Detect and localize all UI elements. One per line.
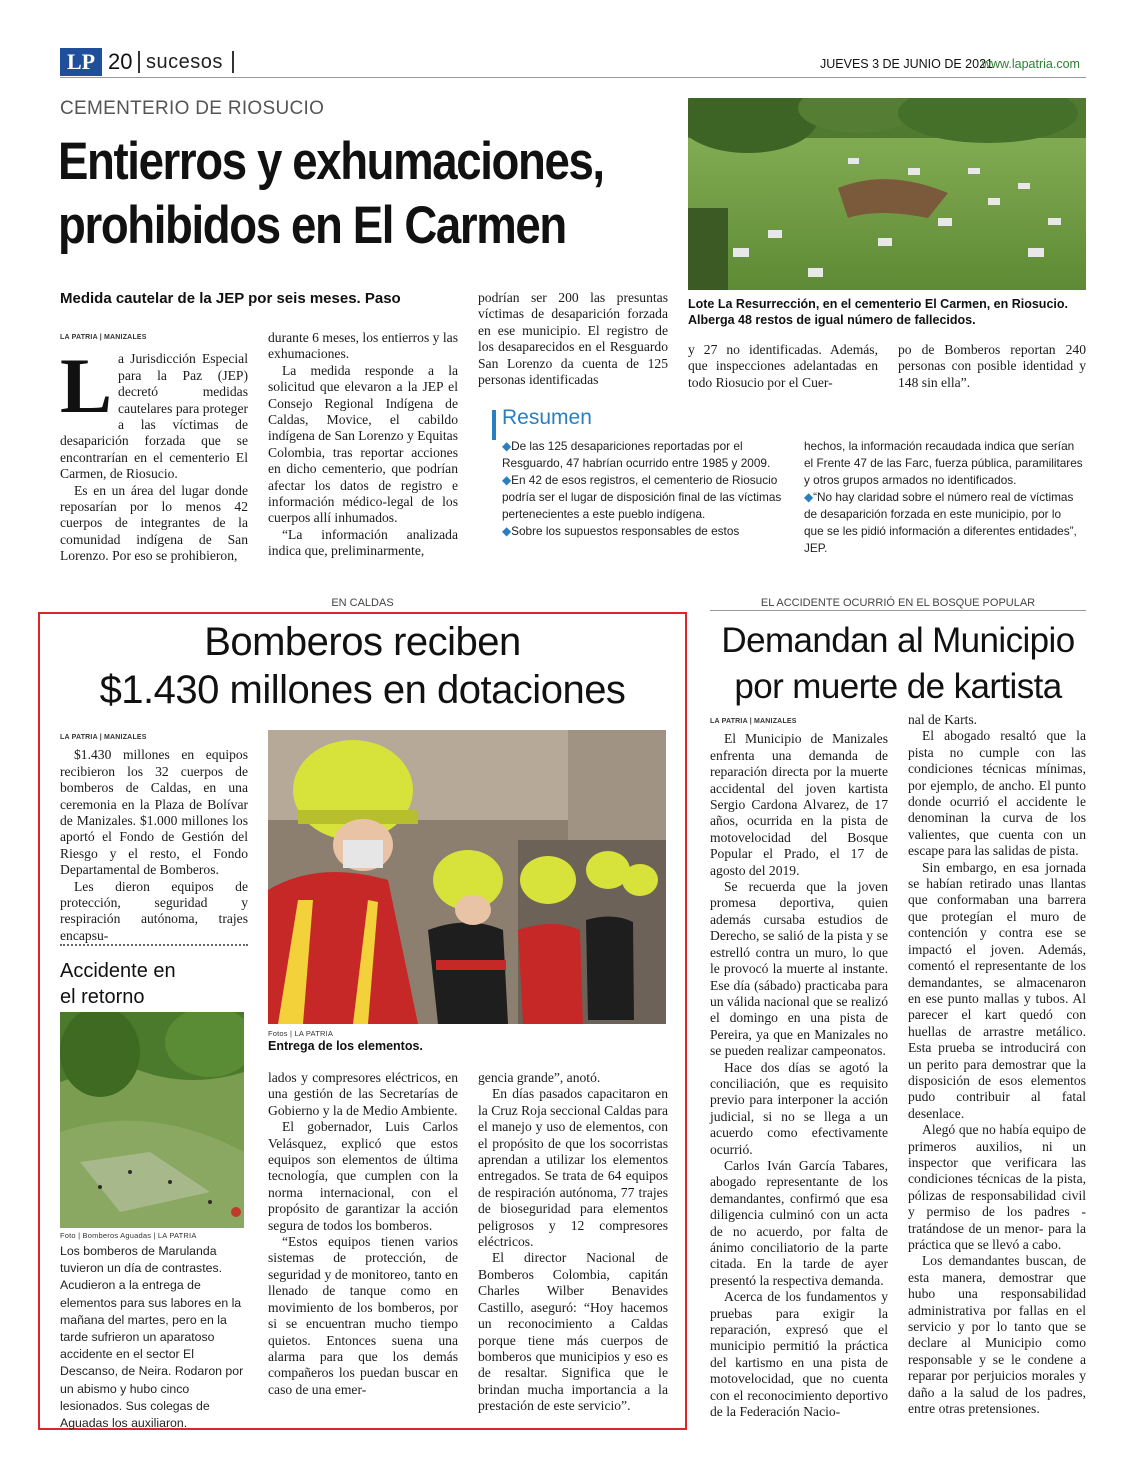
story2-column-b — [478, 1070, 668, 1415]
resumen-accent-bar — [492, 410, 496, 440]
story3-top-rule — [710, 610, 1086, 611]
story3-paragraph: Alegó que no había equipo de primeros auxilios, ni un inspector que verificara las condiciones técnicas de la pista, pólizas de responsabilidad civil y permiso de los padres -tratándose de un menor- para la práctica que se llevó a cabo. — [908, 1122, 1086, 1252]
resumen-title: Resumen — [502, 406, 592, 429]
story2-paragraph: El director Nacional de Bomberos Colombia, capitán Charles Wilber Benavides Castillo, aseguró: “Hoy hacemos un reconocimiento a Caldas porque tiene más cuerpos de bomberos que municipios y eso es de resaltar. Significa que le brindan mucha importancia a la prestación de este servicio”. — [478, 1250, 668, 1414]
story1-paragraph: y 27 no identificadas. Además, que inspecciones adelantadas en todo Riosucio por el Cuer- — [688, 342, 878, 390]
cemetery-photo — [688, 98, 1086, 290]
story3-headline-line2: por muerte de kartista — [734, 667, 1062, 706]
sidebar-title-line1: Accidente en — [60, 960, 176, 982]
story2-headline-line1: Bomberos reciben — [204, 620, 521, 664]
firefighters-photo-caption: Entrega de los elementos. — [268, 1039, 423, 1053]
story2-column-a — [268, 1070, 458, 1398]
story2-paragraph: $1.430 millones en equipos recibieron los 32 cuerpos de bomberos de Caldas, en una ceremonia en la Plaza de Bolívar de Manizales. $1.000 millones los aportó el Fondo de Gestión del Riesgo y el resto, el Fondo Departamental de Bomberos. — [60, 747, 248, 878]
story1-dateline: LA PATRIA | MANIZALES — [60, 334, 147, 341]
separator — [138, 51, 140, 73]
story3-paragraph: El Municipio de Manizales enfrenta una demanda de reparación directa por la muerte accidental del joven kartista Sergio Cardona Alvarez, de 17 años, ocurrida en la pista de motovelocidad del Bosque Popular el Prado, el 17 de agosto del 2019. — [710, 731, 888, 878]
story1-column-3 — [478, 290, 668, 388]
story1-paragraph: podrían ser 200 las presuntas víctimas de desaparición forzada en ese municipio. El registro de los desaparecidos en el Resguardo San Lorenzo da cuenta de 125 personas identificadas — [478, 290, 668, 388]
story1-paragraph: po de Bomberos reportan 240 personas con posible identidad y 148 sin ella”. — [898, 342, 1086, 390]
edition-date: JUEVES 3 DE JUNIO DE 2021 — [820, 57, 993, 71]
resumen-bullet: ◆De las 125 desapariciones reportadas por el Resguardo, 47 habrían ocurrido entre 1985 y 2009. — [502, 439, 771, 470]
story1-headline — [58, 130, 608, 258]
sidebar-text: Los bomberos de Marulanda tuvieron un día de contrastes. Acudieron a la entrega de elementos para sus labores en la mañana del martes, pero en la tarde sufrieron un aparatoso accidente en el sector El Descanso, de Neira. Rodaron por un abismo y hubo cinco lesionados. Sus colegas de Aguadas los auxiliaron. — [60, 1244, 244, 1431]
sidebar-title-line2: el retorno — [60, 986, 145, 1008]
story1-column-4 — [688, 342, 878, 391]
resumen-bullet: ◆Sobre los supuestos responsables de estos — [502, 524, 740, 538]
resumen-continuation: hechos, la información recaudada indica que serían el Frente 47 de las Farc, fuerza pública, paramilitares y otros grupos armados no identificados. — [804, 439, 1083, 487]
story1-deck: Medida cautelar de la JEP por seis meses. Paso — [60, 290, 401, 307]
story3-paragraph: Acerca de los fundamentos y pruebas para exigir la reparación, expresó que el municipio permitió la práctica del kartismo en una pista de motovelocidad, que no cuenta con el reconocimiento deportivo de la Federación Nacio- — [710, 1289, 888, 1420]
accident-photo-credit: Foto | Bomberos Aguadas | LA PATRIA — [60, 1231, 197, 1240]
story1-paragraph: durante 6 meses, los entierros y las exhumaciones. — [268, 330, 458, 362]
section-name: sucesos — [146, 51, 223, 73]
firefighters-photo-credit: Fotos | LA PATRIA — [268, 1029, 334, 1038]
story2-paragraph: lados y compresores eléctricos, en una gestión de las Secretarías de Gobierno y la de Medio Ambiente. — [268, 1070, 458, 1118]
story2-paragraph: “Estos equipos tienen varios sistemas de protección, de seguridad y de monitoreo, tanto en llenado de tanque como en movimiento de los bomberos, por si se encuentran mucho tiempo quietos. Entonces suena una alarma para que los demás compañeros los puedan buscar en caso de una emer- — [268, 1234, 458, 1397]
resumen-box — [478, 402, 1086, 574]
resumen-right-column — [804, 438, 1084, 557]
website-link[interactable]: www.lapatria.com — [982, 57, 1080, 71]
story1-column-5 — [898, 342, 1086, 391]
story3-column-2 — [908, 712, 1086, 1417]
accident-photo — [60, 1012, 244, 1228]
story1-paragraph: “La información analizada indica que, preliminarmente, — [268, 526, 458, 559]
masthead — [60, 47, 1086, 77]
story1-column-1 — [60, 330, 248, 565]
story1-column-2 — [268, 330, 458, 560]
story2-headline-line2: $1.430 millones en dotaciones — [99, 668, 626, 712]
masthead-rule — [60, 77, 1086, 78]
brand-logo: LP — [60, 48, 102, 76]
story2-kicker: EN CALDAS — [331, 597, 394, 609]
story1-headline-line2: prohibidos en El Carmen — [58, 196, 566, 255]
firefighters-photo — [268, 730, 666, 1024]
story2-paragraph: En días pasados capacitaron en la Cruz Roja seccional Caldas para el manejo y uso de elementos, con el propósito de que los socorristas aprendan a utilizar los elementos entregados. Se trata de 64 equipos de respiración autónoma, 77 trajes de bioseguridad para elementos peligrosos y 12 compresores eléctricos. — [478, 1086, 668, 1250]
story1-paragraph: La medida responde a la solicitud que elevaron a la JEP el Consejo Regional Indígena de Caldas, Movice, el cabildo indígena de San Lorenzo y Equitas Colombia, tras reportar acciones en dicho cementerio, que podrían afectar los datos de registro e información médico-legal de los cuerpos allí inhumados. — [268, 362, 458, 526]
story3-kicker: EL ACCIDENTE OCURRIÓ EN EL BOSQUE POPULAR — [710, 597, 1086, 609]
story1-paragraph: Es en un área del lugar donde reposarían por lo menos 42 cuerpos de integrantes de la comunidad indígena de San Lorenzo. Por eso se prohibieron, — [60, 482, 248, 564]
story2-paragraph: Les dieron equipos de protección, seguridad y respiración autónoma, trajes encapsu- — [60, 878, 248, 943]
story2-dateline: LA PATRIA | MANIZALES — [60, 734, 147, 741]
page-number: 20 — [108, 49, 133, 74]
dropcap: L — [60, 342, 113, 430]
story1-headline-line1: Entierros y exhumaciones, — [58, 132, 604, 191]
story3-paragraph: Sin embargo, en esa jornada se habían retirado unas llantas que conformaban una barrera que protegían el muro de contención y contra ese se impactó el joven. Además, comentó el representante de los demandantes, se almacenaron en ese punto mallas y tubos. Al parecer el kart quedó con huellas de arrastre metálico. Esta prueba se introducirá con un perito para demostrar que la disposición de esos elementos pudo contribuir al fatal desenlace. — [908, 859, 1086, 1121]
story3-headline-line1: Demandan al Municipio — [721, 621, 1075, 660]
story3-paragraph: Hace dos días se agotó la conciliación, que es requisito previo para interponer la acción judicial, si no se llega a un acuerdo como efectivamente ocurrió. — [710, 1059, 888, 1157]
story3-headline — [710, 618, 1086, 710]
story3-paragraph: El abogado resaltó que la pista no cumple con las condiciones técnicas mínimas, por ejemplo, de ancho. El punto donde ocurrió el accidente le denominan la curva de los valientes, que cuenta con un escape para las salidas de pista. — [908, 728, 1086, 859]
cemetery-photo-caption: Lote La Resurrección, en el cementerio El Carmen, en Riosucio. Alberga 48 restos de igual número de fallecidos. — [688, 297, 1068, 327]
story1-kicker: CEMENTERIO DE RIOSUCIO — [60, 98, 325, 119]
story1-lead: a Jurisdicción Especial para la Paz (JEP) decretó medidas cautelares para proteger a las víctimas de desaparición forzada que se encontrarían en el cementerio El Carmen, de Riosucio. — [60, 351, 248, 482]
story3-paragraph: Los demandantes buscan, de esta manera, demostrar que hubo una responsabilidad administrativa por fallas en el servicio y por lo tanto que se declare al Municipio como responsable y se le condene a reparar por perjuicios morales y daño a la salud de los padres, entre otras pretensiones. — [908, 1253, 1086, 1417]
story3-column-1 — [710, 714, 888, 1420]
story3-paragraph: Carlos Iván García Tabares, abogado representante de los demandantes, confirmó que esa diligencia culminó con un acta de no acuerdo, por falta de ánimo conciliatorio de la parte citada. En la tarde de ayer presentó la respectiva demanda. — [710, 1157, 888, 1288]
sidebar-title — [60, 958, 248, 1010]
story2-paragraph: gencia grande”, anotó. — [478, 1070, 601, 1085]
resumen-bullet: ◆En 42 de esos registros, el cementerio de Riosucio podría ser el lugar de disposición final de las víctimas pertenecientes a este pueblo indígena. — [502, 473, 782, 521]
story2-paragraph: El gobernador, Luis Carlos Velásquez, explicó que estos equipos son elementos de última tecnología, que cumplen con la norma internacional, con el propósito de garantizar la acción segura de todos los bomberos. — [268, 1119, 458, 1233]
resumen-bullet: ◆“No hay claridad sobre el número real de víctimas de desaparición forzada en este municipio, por lo que se les pidió información a diferentes entidades”, JEP. — [804, 490, 1077, 555]
dotted-divider — [60, 944, 248, 946]
story3-paragraph: Se recuerda que la joven promesa deportiva, quien además cursaba estudios de Derecho, se salió de la pista y se estrelló contra un muro, lo que le provocó la muerte al instante. Ese día (sábado) practicaba para un válida nacional que se realizó el domingo en una pista de Pereira, ya que en Manizales no se pueden realizar campeonatos. — [710, 879, 888, 1059]
story2-headline — [40, 618, 685, 714]
resumen-left-column — [502, 438, 782, 540]
story2-intro-column — [60, 730, 248, 944]
story3-paragraph: nal de Karts. — [908, 712, 978, 727]
separator — [232, 51, 234, 73]
story3-dateline: LA PATRIA | MANIZALES — [710, 718, 797, 725]
